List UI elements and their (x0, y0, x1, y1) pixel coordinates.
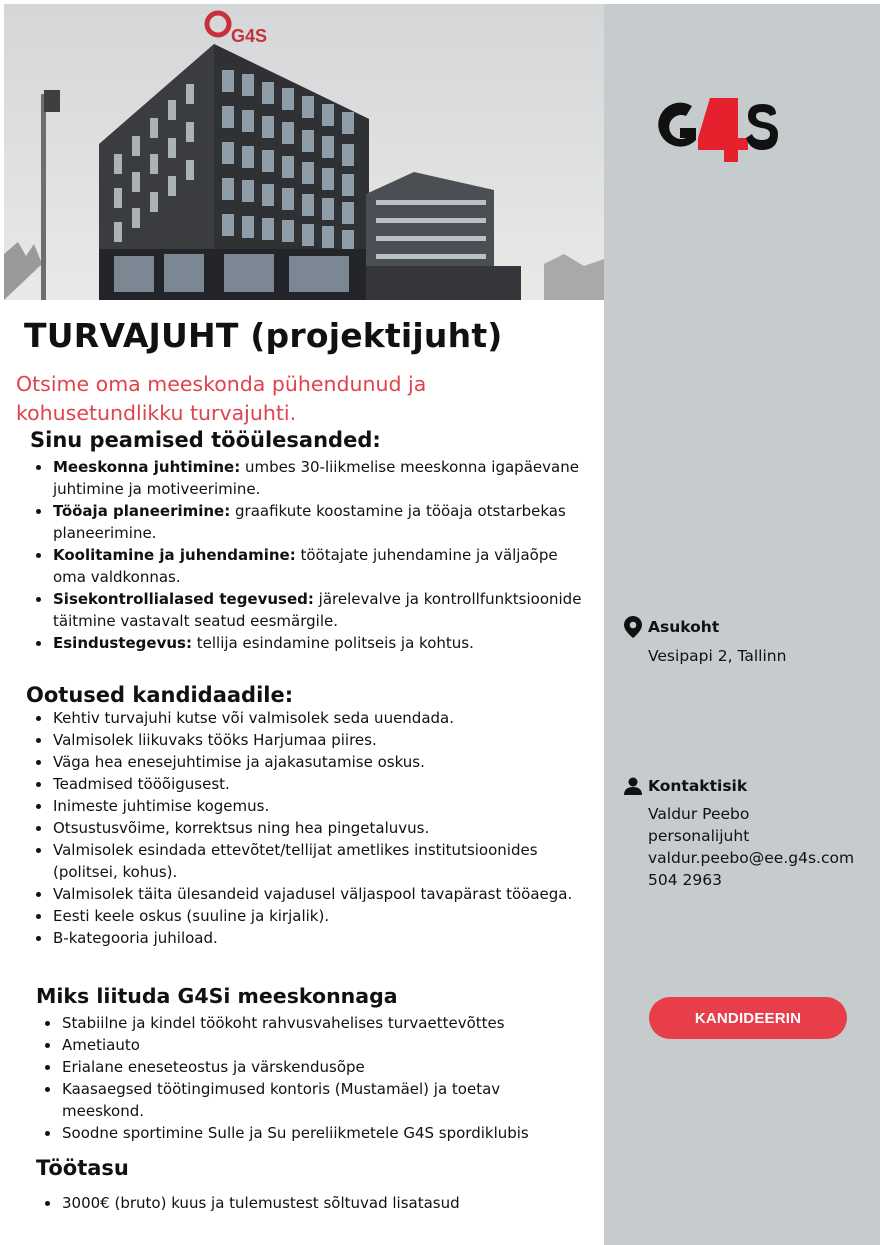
apply-button[interactable]: KANDIDEERIN (649, 997, 847, 1039)
list-item: Valmisolek esindada ettevõtet/tellijat ametlikes institutsioonides (politsei, kohus). (31, 839, 601, 883)
duties-list (31, 456, 591, 654)
list-item: Meeskonna juhtimine: umbes 30-liikmelise meeskonna igapäevane juhtimine ja motiveerimine. (31, 456, 591, 500)
why-join-heading: Miks liituda G4Si meeskonnaga (36, 984, 398, 1008)
job-title: TURVAJUHT (projektijuht) (24, 316, 503, 355)
list-item: Kehtiv turvajuhi kutse või valmisolek seda uuendada. (31, 707, 601, 729)
list-item: Soodne sportimine Sulle ja Su pereliikmetele G4S spordiklubis (40, 1122, 580, 1144)
list-item: Väga hea enesejuhtimise ja ajakasutamise oskus. (31, 751, 601, 773)
list-item: B-kategooria juhiload. (31, 927, 601, 949)
expectations-list (31, 707, 601, 949)
location-address: Vesipapi 2, Tallinn (648, 647, 787, 665)
list-item: Esindustegevus: tellija esindamine politseis ja kohtus. (31, 632, 591, 654)
map-pin-icon (624, 616, 642, 638)
contact-role: personalijuht (648, 827, 750, 845)
list-item: Inimeste juhtimise kogemus. (31, 795, 601, 817)
list-item: Kaasaegsed töötingimused kontoris (Mustamäel) ja toetav meeskond. (40, 1078, 580, 1122)
expectations-heading: Ootused kandidaadile: (26, 683, 294, 707)
list-item: Erialane eneseteostus ja värskendusõpe (40, 1056, 580, 1078)
salary-list (40, 1192, 580, 1214)
contact-heading: Kontaktisik (648, 777, 748, 795)
job-subtitle: Otsime oma meeskonda pühendunud ja kohusetundlikku turvajuhti. (16, 372, 427, 425)
person-icon (624, 777, 642, 795)
list-item: Otsustusvõime, korrektsus ning hea pingetaluvus. (31, 817, 601, 839)
list-item: Tööaja planeerimine: graafikute koostamine ja tööaja otstarbekas planeerimine. (31, 500, 591, 544)
list-item: Ametiauto (40, 1034, 580, 1056)
location-heading: Asukoht (648, 618, 720, 636)
sidebar (604, 4, 880, 1245)
list-item: Sisekontrollialased tegevused: järelevalve ja kontrollfunktsioonide täitmine vastavalt seatud eesmärgile. (31, 588, 591, 632)
location-block (624, 616, 786, 667)
g4s-logo (652, 92, 780, 164)
list-item: Valmisolek liikuvaks tööks Harjumaa piires. (31, 729, 601, 751)
list-item: 3000€ (bruto) kuus ja tulemustest sõltuvad lisatasud (40, 1192, 580, 1214)
contact-email[interactable]: valdur.peebo@ee.g4s.com (648, 849, 855, 867)
contact-block (624, 777, 854, 891)
list-item: Valmisolek täita ülesandeid vajadusel väljaspool tavapärast tööaega. (31, 883, 601, 905)
salary-heading: Töötasu (36, 1156, 129, 1180)
list-item: Stabiilne ja kindel töökoht rahvusvahelises turvaettevõttes (40, 1012, 580, 1034)
list-item: Teadmised tööõigusest. (31, 773, 601, 795)
contact-name: Valdur Peebo (648, 805, 750, 823)
contact-phone[interactable]: 504 2963 (648, 871, 722, 889)
hero-building-photo (4, 4, 604, 300)
duties-heading: Sinu peamised tööülesanded: (30, 428, 381, 452)
list-item: Koolitamine ja juhendamine: töötajate juhendamine ja väljaõpe oma valdkonnas. (31, 544, 591, 588)
list-item: Eesti keele oskus (suuline ja kirjalik). (31, 905, 601, 927)
rooftop-logo-text: G4S (231, 26, 268, 46)
why-join-list (40, 1012, 580, 1144)
